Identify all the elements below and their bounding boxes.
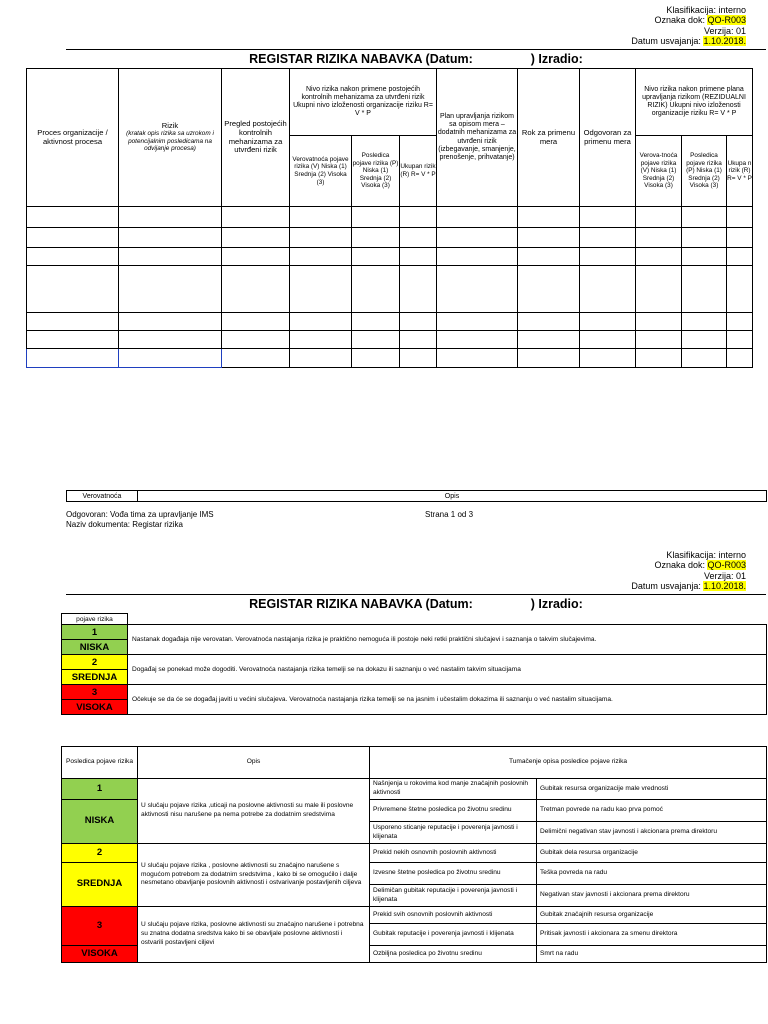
footer-left — [66, 510, 214, 529]
meta-label: Verzija: — [703, 570, 734, 581]
cons-level-3-label: VISOKA — [62, 946, 138, 963]
cons-cell: Našnjenja u rokovima kod manje značajnih poslovnih aktivnosti — [370, 779, 537, 800]
meta-label: Verzija: — [703, 25, 734, 36]
probability-table — [61, 613, 767, 715]
page-title — [66, 49, 766, 68]
cons-cell: Negativan stav javnosti i akcionara prema direktoru — [537, 885, 767, 907]
cons-level-3-desc: U slučaju pojave rizika, poslovne aktivnosti su značajno narušene i potrebna su znatna dodatna sredstva kako bi se obavljale poslovne aktivnosti i ostvarili postavljeni ciljevi — [138, 907, 370, 963]
col-rez-ukupan: Ukupa n rizik (R) R= V * P — [727, 136, 753, 207]
risk-register-table — [26, 68, 753, 368]
cons-col-tumacenje: Tumačenje opisa posledice pojave rizika — [370, 747, 767, 779]
cons-cell: Prekid nekih osnovnih poslovnih aktivnosti — [370, 844, 537, 863]
col-nivo-group: Nivo rizika nakon primene postojećih kontrolnih mehanizama za utvrđeni rizik Ukupni nivo izloženosti organizacije riziku R= V * P — [290, 69, 437, 136]
col-ukupan: Ukupan rizik (R) R= V * P — [400, 136, 437, 207]
footer-doc-name: Naziv dokumenta: Registar rizika — [66, 519, 183, 529]
col-plan: Plan upravljanja rizikom sa opisom mera – dodatnih mehanizama za utvrđeni rizik (izbegavanje, smanjenje, prenošenje, prihvatanje) — [437, 69, 518, 207]
adoption-date: 1.10.2018. — [703, 36, 746, 47]
cons-cell: Gubitak reputacije i poverenja javnosti i klijenata — [370, 924, 537, 946]
prob-level-1-desc: Nastanak događaja nije verovatan. Verovatnoća nastajanja rizika je praktično nemoguća ili postoje neki retki praktični slučajevi i saznanja o takvim slučajevima. — [128, 625, 767, 655]
col-odgovoran: Odgovoran za primenu mera — [580, 69, 636, 207]
meta-label: Datum usvajanja: — [631, 581, 701, 592]
prob-level-1-label: NISKA — [62, 640, 128, 655]
probability-opis-header — [66, 490, 767, 502]
prob-level-3-num: 3 — [62, 685, 128, 700]
col-rizik-title: Rizik — [161, 121, 179, 131]
col-opis-header: Opis — [138, 491, 767, 502]
cons-cell: Delimični negativan stav javnosti i akcionara prema direktoru — [537, 822, 767, 844]
col-posledica: Posledica pojave rizika (P) Niska (1) Srednja (2) Visoka (3) — [352, 136, 400, 207]
meta-label: Oznaka dok: — [654, 15, 705, 26]
cons-col-opis: Opis — [138, 747, 370, 779]
cons-cell: Izvesne štetne posledica po životnu sredinu — [370, 863, 537, 885]
meta-label: Klasifikacija: — [666, 550, 716, 560]
meta-label: Oznaka dok: — [654, 560, 705, 571]
cons-level-1-desc: U slučaju pojave rizika ,uticaji na poslovne aktivnosti su male ili poslovne aktivnosti nisu narušene pa nema potrebe za dodatnim sredstvima — [138, 779, 370, 844]
col-rez-verovatnoca: Verova-tnoća pojave rizika (V) Niska (1) Srednja (2) Visoka (3) — [636, 136, 682, 207]
prob-level-2-label: SREDNJA — [62, 670, 128, 685]
cons-cell: Pritisak javnosti i akcionara za smenu direktora — [537, 924, 767, 946]
cons-cell: Gubitak resursa organizacije male vrednosti — [537, 779, 767, 800]
table-row — [27, 313, 753, 331]
table-row — [27, 349, 753, 368]
cons-cell: Gubitak dela resursa organizacije — [537, 844, 767, 863]
meta-value: interno — [718, 550, 746, 560]
prob-level-3-label: VISOKA — [62, 700, 128, 715]
probability-header: pojave rizika — [62, 614, 128, 625]
cons-col-posledica: Posledica pojave rizika — [62, 747, 138, 779]
meta-value: interno — [718, 5, 746, 15]
adoption-date: 1.10.2018. — [703, 581, 746, 592]
cons-level-1-num: 1 — [62, 779, 138, 800]
title-datum: REGISTAR RIZIKA NABAVKA (Datum: — [249, 597, 473, 611]
table-row — [27, 207, 753, 228]
doc-code: QO-R003 — [707, 560, 746, 571]
meta-value: 01 — [735, 25, 746, 36]
page-number: Strana 1 od 3 — [425, 510, 474, 519]
col-rezidual-group: Nivo rizika nakon primene plana upravljanja rizikom (REZIDUALNI RIZIK) Ukupni nivo izloženosti organizacije riziku R= V * P — [636, 69, 753, 136]
table-row — [27, 248, 753, 266]
cons-cell: Delimičan gubitak reputacije i poverenja javnosti i klijenata — [370, 885, 537, 907]
title-datum: REGISTAR RIZIKA NABAVKA (Datum: — [249, 52, 473, 66]
cons-cell: Gubitak značajnih resursa organizacije — [537, 907, 767, 924]
table-row — [27, 331, 753, 349]
table-row — [27, 228, 753, 248]
footer-responsible: Odgovoran: Vođa tima za upravljanje IMS — [66, 510, 214, 519]
cons-level-2-num: 2 — [62, 844, 138, 863]
col-rizik-sub: (kratak opis rizika sa uzrokom i potencijalnim posledicama na odvijanje procesa) — [126, 129, 214, 153]
doc-meta-1 — [526, 5, 746, 47]
prob-level-2-num: 2 — [62, 655, 128, 670]
col-verovatnoca-header: Verovatnoća — [67, 491, 138, 502]
prob-level-1-num: 1 — [62, 625, 128, 640]
doc-code: QO-R003 — [707, 15, 746, 26]
cons-cell: Usporeno sticanje reputacije i poverenja javnosti i klijenata — [370, 822, 537, 844]
title-izradio: ) Izradio: — [530, 52, 583, 66]
prob-level-2-desc: Događaj se ponekad može dogoditi. Verovatnoća nastajanja rizika temelji se na dokazu ili saznanju o već nastalim takvim situacijama — [128, 655, 767, 685]
col-pregled: Pregled postojećih kontrolnih mehanizama za utvrđeni rizik — [222, 69, 290, 207]
cons-cell: Teška povreda na radu — [537, 863, 767, 885]
doc-meta-2 — [526, 550, 746, 592]
table-row — [27, 266, 753, 313]
cons-cell: Ozbiljna posledica po životnu sredinu — [370, 946, 537, 963]
cons-level-2-label: SREDNJA — [62, 863, 138, 907]
col-rok: Rok za primenu mera — [518, 69, 580, 207]
cons-cell: Privremene štetne posledica po životnu sredinu — [370, 800, 537, 822]
col-verovatnoca: Verovatnoća pojave rizika (V) Niska (1) Srednja (2) Visoka (3) — [290, 136, 352, 207]
prob-level-3-desc: Očekuje se da će se događaj javiti u većini slučajeva. Verovatnoća nastajanja rizika temelji se na jasnim i učestalim dokazima ili saznanju o već nastalim situacijama. — [128, 685, 767, 715]
consequence-table — [61, 746, 767, 963]
cons-level-3-num: 3 — [62, 907, 138, 946]
cons-cell: Prekid svih osnovnih poslovnih aktivnosti — [370, 907, 537, 924]
cons-level-2-desc: U slučaju pojave rizika , poslovne aktivnosti su značajno narušene s mogućom potrebom za dodatnim sredstvima , kako bi se omogućilo i dalje nesmetano obavljanje poslovnih aktivnosti i ostvarivanje postavljenih ciljeva — [138, 844, 370, 907]
col-rez-posledica: Posledica pojave rizika (P) Niska (1) Srednja (2) Visoka (3) — [682, 136, 727, 207]
cons-cell: Tretman povrede na radu kao prva pomoć — [537, 800, 767, 822]
meta-label: Klasifikacija: — [666, 5, 716, 15]
page-title-2 — [66, 594, 766, 613]
col-proces: Proces organizacije / aktivnost procesa — [27, 69, 119, 207]
title-izradio: ) Izradio: — [530, 597, 583, 611]
meta-label: Datum usvajanja: — [631, 36, 701, 47]
meta-value: 01 — [735, 570, 746, 581]
col-rizik — [119, 69, 222, 207]
cons-level-1-label: NISKA — [62, 800, 138, 844]
cons-cell: Smrt na radu — [537, 946, 767, 963]
